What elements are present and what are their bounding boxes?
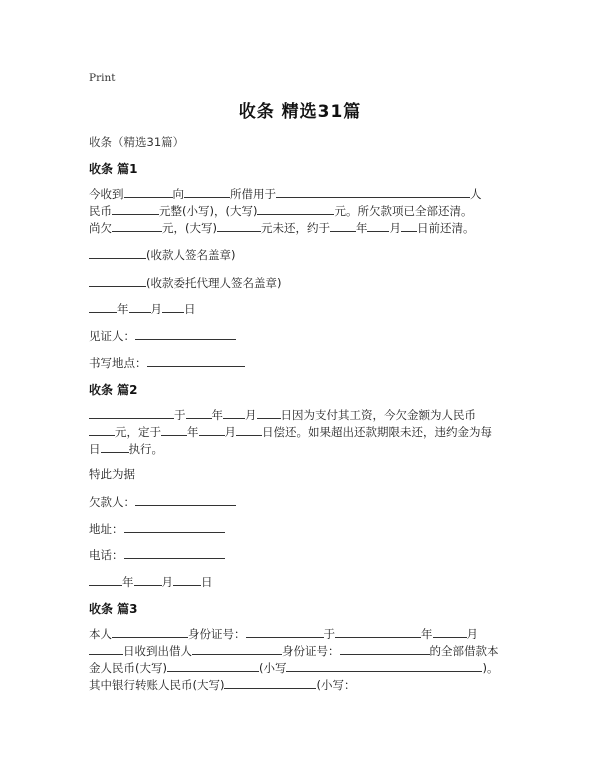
section-2-line-3: 日 执行。: [89, 442, 163, 456]
section-1-line-2: 民币 元整(小写)，(大写) 元。所欠款项已全部还清。: [89, 204, 473, 218]
section-1-line-1: 今收到 向 所借用于 人: [89, 187, 482, 201]
phone-field: 电话：: [89, 547, 225, 562]
section-3-line-2: 日收到出借人 身份证号： 的全部借款本: [89, 643, 499, 658]
address-field: 地址：: [89, 521, 225, 536]
section-1-date-line: 年 月 日: [89, 301, 196, 316]
witness-field: 见证人：: [89, 328, 236, 343]
writing-location-field: 书写地点：: [89, 355, 245, 370]
section-2-date-line: 年 月 日: [89, 574, 213, 589]
debtor-field: 欠款人：: [89, 494, 236, 509]
section-3-heading: 收条 篇3: [89, 602, 138, 616]
document-subtitle: 收条（精选31篇）: [89, 135, 185, 149]
agent-signature-line: (收款委托代理人签名盖章): [89, 275, 281, 290]
section-3-line-4: 其中银行转账人民币(大写) (小写：: [89, 678, 356, 692]
payee-signature-line: (收款人签名盖章): [89, 247, 235, 262]
section-3-line-3: 金人民币(大写) (小写 )。: [89, 661, 499, 675]
section-3-line-1: 本人 身份证号： 于 年 月: [89, 627, 478, 641]
section-1-line-3: 尚欠 元，(大写) 元未还，约于 年 月 日前还清。: [89, 221, 475, 235]
document-title: 收条 精选31篇: [238, 102, 362, 122]
section-1-heading: 收条 篇1: [89, 162, 138, 176]
basis-statement: 特此为据: [89, 467, 135, 481]
section-2-line-2: 元，定于 年 月 日偿还。如果超出还款期限未还，违约金为每: [89, 424, 492, 439]
print-label: Print: [89, 72, 116, 84]
section-2-heading: 收条 篇2: [89, 383, 138, 397]
section-2-line-1: 于 年 月 日因为支付其工资，今欠金额为人民币: [89, 407, 476, 422]
